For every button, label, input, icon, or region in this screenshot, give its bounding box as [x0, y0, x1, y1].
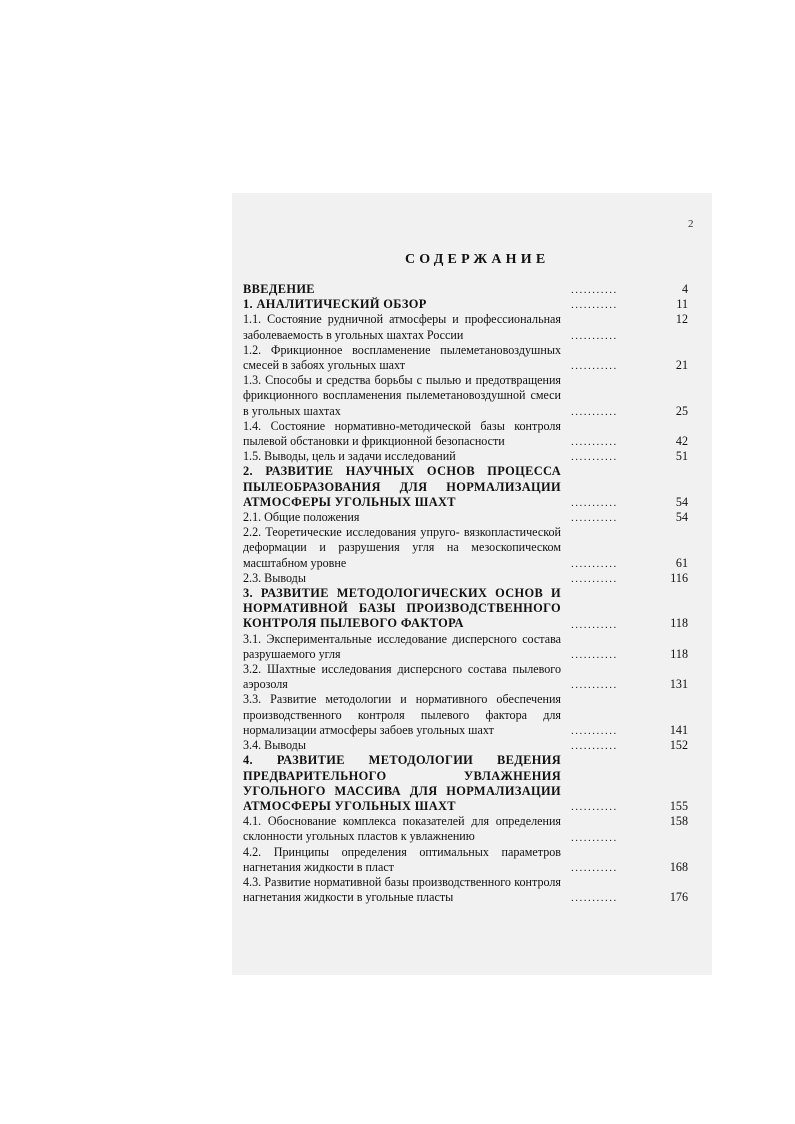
toc-leader-dots: ........... [571, 573, 618, 586]
toc-entry-text: 2.1. Общие положения [243, 510, 360, 525]
toc-entry-page: 118 [670, 646, 688, 661]
toc-entry-page: 158 [669, 814, 688, 829]
toc-entry-text: 1. АНАЛИТИЧЕСКИЙ ОБЗОР [243, 297, 427, 312]
toc-entry [243, 845, 688, 875]
toc-entry [243, 662, 688, 692]
toc-entry [243, 449, 688, 464]
toc-entry-text: 4.1. Обоснование комплекса показателей для определения склонности угольных пластов к увлажнению [243, 814, 561, 844]
toc-leader-dots: ........... [571, 831, 618, 844]
toc-entry-text: 2. РАЗВИТИЕ НАУЧНЫХ ОСНОВ ПРОЦЕССА ПЫЛЕОБРАЗОВАНИЯ ДЛЯ НОРМАЛИЗАЦИИ АТМОСФЕРЫ УГОЛЬНЫХ ШАХТ [243, 464, 561, 509]
toc-entry-text: 3.3. Развитие методологии и нормативного обеспечения производственного контроля пылевого фактора для нормализации атмосферы забоев угольных шахт [243, 692, 561, 737]
toc-leader-dots: ........... [571, 497, 618, 510]
toc-entry [243, 875, 688, 905]
toc-entry-page: 155 [669, 798, 688, 813]
toc-entry-page: 25 [675, 403, 688, 418]
toc-entry [243, 814, 688, 844]
toc-leader-dots: ........... [571, 360, 618, 373]
toc-entry [243, 419, 688, 449]
toc-entry-page: 54 [675, 494, 688, 509]
toc-entry [243, 373, 688, 419]
toc-entry [243, 692, 688, 738]
page-number: 2 [688, 218, 694, 230]
toc-entry-page: 131 [669, 677, 688, 692]
toc-leader-dots: ........... [571, 299, 618, 312]
toc-entry-page: 118 [670, 616, 688, 631]
toc-entry-text: 3.2. Шахтные исследования дисперсного состава пылевого аэрозоля [243, 662, 561, 692]
toc-entry [243, 632, 688, 662]
toc-entry [243, 525, 688, 571]
toc-entry [243, 571, 688, 586]
toc-leader-dots: ........... [571, 557, 618, 570]
toc-entry-page: 21 [675, 358, 688, 373]
toc-entry-text: 2.2. Теоретические исследования упруго- вязкопластической деформации и разрушения угля на мезоскопическом масштабном уровне [243, 525, 561, 570]
toc-entry-text: 3. РАЗВИТИЕ МЕТОДОЛОГИЧЕСКИХ ОСНОВ И НОРМАТИВНОЙ БАЗЫ ПРОИЗВОДСТВЕННОГО КОНТРОЛЯ ПЫЛЕВОГО ФАКТОРА [243, 586, 561, 631]
toc-leader-dots: ........... [571, 740, 618, 753]
toc-entry-text: ВВЕДЕНИЕ [243, 282, 315, 296]
toc-entry-page: 4 [681, 282, 688, 296]
toc-leader-dots: ........... [571, 329, 618, 342]
toc-leader-dots: ........... [571, 451, 618, 464]
toc-leader-dots: ........... [571, 861, 618, 874]
toc-entry [243, 753, 688, 814]
toc-leader-dots: ........... [571, 284, 618, 297]
toc-leader-dots: ........... [571, 892, 618, 905]
toc-leader-dots: ........... [571, 725, 618, 738]
toc-leader-dots: ........... [571, 436, 618, 449]
toc-entry-page: 11 [676, 297, 688, 312]
toc-entry-text: 1.5. Выводы, цель и задачи исследований [243, 449, 456, 464]
toc-entry-page: 176 [669, 890, 688, 905]
toc-entry [243, 586, 688, 632]
toc-entry-page: 168 [669, 859, 688, 874]
toc-entry [243, 738, 688, 753]
toc-entry-page: 152 [669, 738, 688, 753]
toc-entry-page: 61 [675, 555, 688, 570]
toc-leader-dots: ........... [571, 679, 618, 692]
toc-entry-text: 4.2. Принципы определения оптимальных параметров нагнетания жидкости в пласт [243, 844, 561, 874]
toc-leader-dots: ........... [571, 618, 618, 631]
table-of-contents [243, 282, 688, 905]
toc-entry [243, 297, 688, 312]
toc-entry-text: 4. РАЗВИТИЕ МЕТОДОЛОГИИ ВЕДЕНИЯ ПРЕДВАРИТЕЛЬНОГО УВЛАЖНЕНИЯ УГОЛЬНОГО МАССИВА ДЛЯ НОРМАЛИЗАЦИИ АТМОСФЕРЫ УГОЛЬНЫХ ШАХТ [243, 753, 561, 813]
toc-entry-text: 1.4. Состояние нормативно-методической базы контроля пылевой обстановки и фрикционной безопасности [243, 418, 561, 449]
toc-entry-text: 2.3. Выводы [243, 570, 306, 585]
toc-entry [243, 343, 688, 373]
toc-entry-text: 1.2. Фрикционное воспламенение пылеметановоздушных смесей в забоях угольных шахт [243, 342, 561, 373]
toc-title: СОДЕРЖАНИЕ [405, 252, 550, 267]
toc-entry-page: 54 [675, 510, 688, 525]
toc-entry-text: 3.1. Экспериментальные исследование дисперсного состава разрушаемого угля [243, 631, 561, 661]
toc-entry-text: 3.4. Выводы [243, 738, 306, 753]
toc-entry-text: 4.3. Развитие нормативной базы производственного контроля нагнетания жидкости в угольные пласты [243, 874, 561, 905]
toc-entry [243, 510, 688, 525]
toc-leader-dots: ........... [571, 512, 618, 525]
toc-entry [243, 282, 688, 297]
toc-leader-dots: ........... [571, 405, 618, 418]
toc-entry-page: 51 [675, 449, 688, 464]
toc-entry [243, 464, 688, 510]
toc-entry-text: 1.1. Состояние рудничной атмосферы и профессиональная заболеваемость в угольных шахтах России [243, 312, 561, 342]
toc-entry-page: 141 [669, 722, 688, 737]
toc-entry-page: 116 [670, 570, 688, 585]
toc-entry-page: 12 [675, 312, 688, 327]
toc-leader-dots: ........... [571, 649, 618, 662]
toc-leader-dots: ........... [571, 801, 618, 814]
toc-entry-page: 42 [675, 434, 688, 449]
toc-entry-text: 1.3. Способы и средства борьбы с пылью и предотвращения фрикционного воспламенения пылеметановоздушной смеси в угольных шахтах [243, 373, 561, 418]
toc-entry [243, 312, 688, 342]
